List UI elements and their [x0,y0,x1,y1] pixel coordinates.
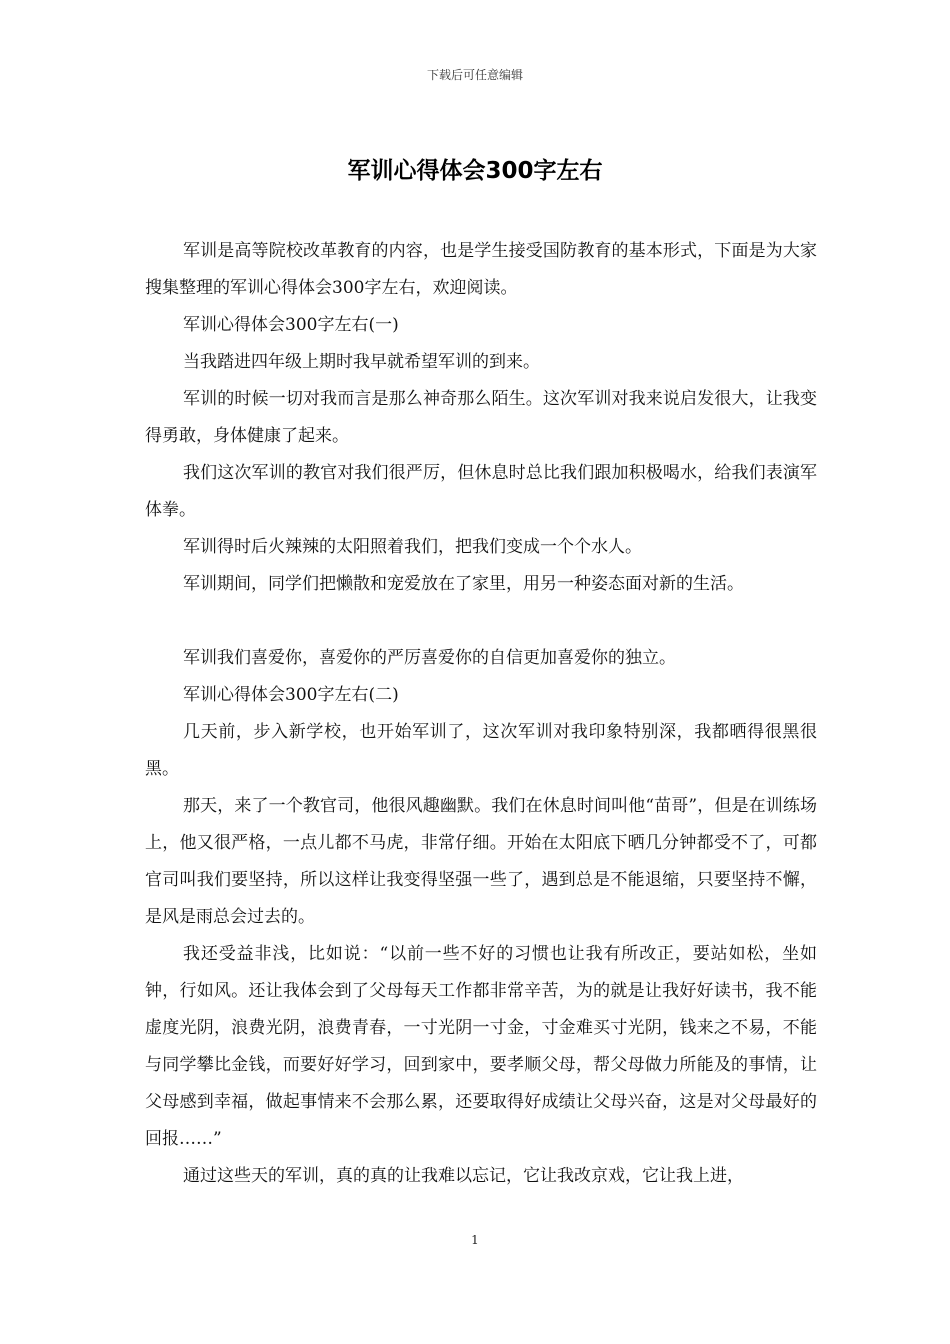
paragraph: 那天，来了一个教官司，他很风趣幽默。我们在休息时间叫他“苗哥”，但是在训练场上，他又很严格，一点儿都不马虎，非常仔细。开始在太阳底下晒几分钟都受不了，可都官司叫我们要坚持，所以这样让我变得坚强一些了，遇到总是不能退缩，只要坚持不懈，是风是雨总会过去的。 [145,796,817,927]
paragraph: 我们这次军训的教官对我们很严厉，但休息时总比我们跟加积极喝水，给我们表演军体拳。 [145,463,817,520]
section-heading-1: 军训心得体会300字左右(一) [183,315,399,335]
page-number: 1 [471,1233,479,1247]
paragraph-intro: 军训是高等院校改革教育的内容，也是学生接受国防教育的基本形式，下面是为大家搜集整理的军训心得体会300字左右，欢迎阅读。 [145,241,817,298]
header-note: 下载后可任意编辑 [426,68,523,82]
paragraph: 通过这些天的军训，真的真的让我难以忘记，它让我改京戏，它让我上进， [183,1166,744,1186]
paragraph: 军训得时后火辣辣的太阳照着我们，把我们变成一个个水人。 [183,537,642,557]
paragraph: 军训期间，同学们把懒散和宠爱放在了家里，用另一种姿态面对新的生活。 [183,574,744,594]
paragraph: 军训我们喜爱你，喜爱你的严厉喜爱你的自信更加喜爱你的独立。 [183,648,676,668]
paragraph: 几天前，步入新学校，也开始军训了，这次军训对我印象特别深，我都晒得很黑很黑。 [145,722,817,779]
blank-line [145,603,817,640]
paragraph: 当我踏进四年级上期时我早就希望军训的到来。 [183,352,540,372]
section-heading-2: 军训心得体会300字左右(二) [183,685,399,705]
document-title: 军训心得体会300字左右 [347,158,603,184]
document-body [145,233,817,1195]
paragraph: 军训的时候一切对我而言是那么神奇那么陌生。这次军训对我来说启发很大，让我变得勇敢，身体健康了起来。 [145,389,817,446]
paragraph: 我还受益非浅，比如说：“以前一些不好的习惯也让我有所改正，要站如松，坐如钟，行如风。还让我体会到了父母每天工作都非常辛苦，为的就是让我好好读书，我不能虚度光阴，浪费光阴，浪费青春，一寸光阴一寸金，寸金难买寸光阴，钱来之不易，不能与同学攀比金钱，而要好好学习，回到家中，要孝顺父母，帮父母做力所能及的事情，让父母感到幸福，做起事情来不会那么累，还要取得好成绩让父母兴奋，这是对父母最好的回报……” [145,944,817,1149]
